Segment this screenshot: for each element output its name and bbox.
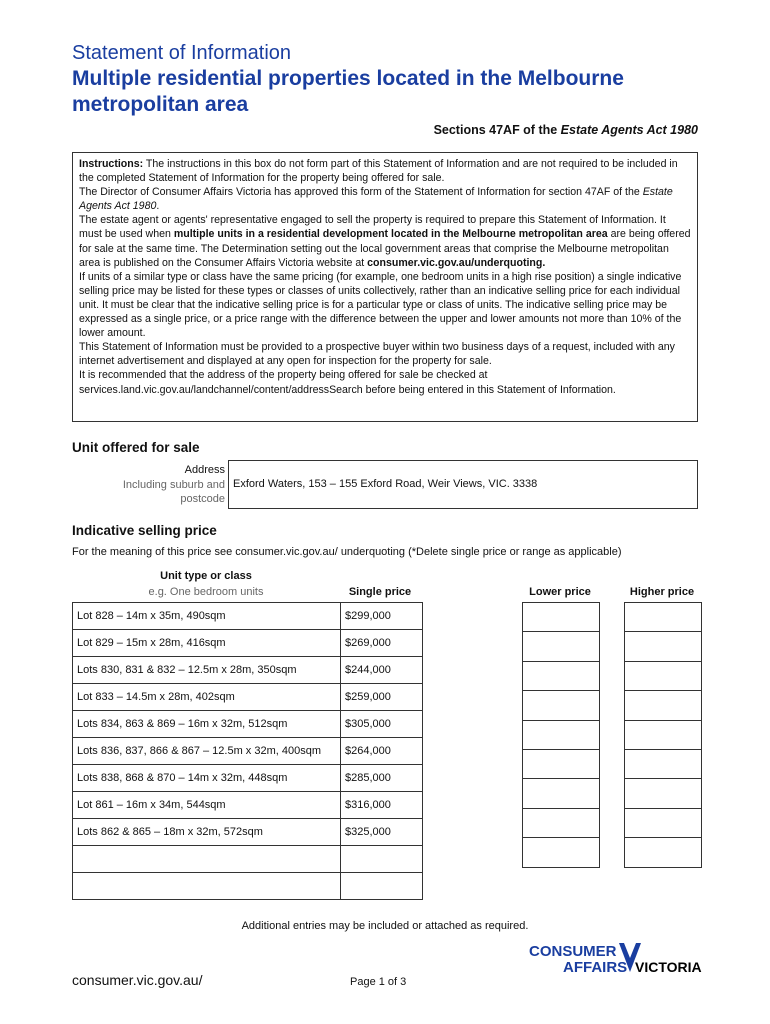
unit-type-cell[interactable]: Lot 861 – 16m x 34m, 544sqm — [73, 792, 341, 819]
instructions-bold-3: multiple units in a residential development located in the Melbourne metropolitan area — [173, 228, 608, 241]
lower-price-cell[interactable] — [523, 838, 600, 867]
logo-text-line1: CONSUMER — [529, 943, 617, 960]
higher-price-row — [625, 632, 702, 661]
footer-url[interactable]: consumer.vic.gov.au/ — [72, 972, 203, 988]
lower-price-cell[interactable] — [523, 632, 600, 661]
unit-type-cell[interactable]: Lot 833 – 14.5m x 28m, 402sqm — [73, 684, 341, 711]
single-price-header: Single price — [348, 586, 412, 598]
lower-price-row — [523, 808, 600, 837]
single-price-cell[interactable]: $299,000 — [341, 603, 423, 630]
higher-price-cell[interactable] — [625, 720, 702, 749]
unit-type-cell[interactable]: Lots 830, 831 & 832 – 12.5m x 28m, 350sqm — [73, 657, 341, 684]
price-row — [73, 657, 423, 684]
address-label-line2: Including suburb and — [122, 478, 225, 491]
single-price-cell[interactable]: $264,000 — [341, 738, 423, 765]
instructions-text-3b: are being offered for sale at the same time. The Determination setting out the local government areas that comprise the Melbourne metropolitan area is published on the Consumer Affairs Victoria website at — [79, 228, 691, 269]
single-price-cell[interactable]: $244,000 — [341, 657, 423, 684]
price-row — [73, 846, 423, 873]
higher-price-row — [625, 691, 702, 720]
lower-price-cell[interactable] — [523, 720, 600, 749]
price-row — [73, 792, 423, 819]
unit-type-cell[interactable]: Lots 838, 868 & 870 – 14m x 32m, 448sqm — [73, 765, 341, 792]
higher-price-row — [625, 838, 702, 867]
instructions-text-2-end: . — [156, 200, 160, 213]
price-row — [73, 873, 423, 900]
lower-price-cell[interactable] — [523, 691, 600, 720]
higher-price-cell[interactable] — [625, 808, 702, 837]
lower-price-row — [523, 720, 600, 749]
lower-price-header: Lower price — [529, 586, 591, 598]
higher-price-cell[interactable] — [625, 749, 702, 778]
single-price-cell[interactable]: $316,000 — [341, 792, 423, 819]
price-note: For the meaning of this price see consumer.vic.gov.au/ underquoting (*Delete single price or range as applicable) — [72, 546, 622, 558]
instructions-text-1: The instructions in this box do not form part of this Statement of Information and are not required to be included in the completed Statement of Information for the property being offered for sale. — [79, 158, 678, 185]
single-price-cell[interactable]: $285,000 — [341, 765, 423, 792]
logo-text-line3: VICTORIA — [635, 959, 702, 975]
lower-price-cell[interactable] — [523, 749, 600, 778]
higher-price-cell[interactable] — [625, 691, 702, 720]
higher-price-row — [625, 749, 702, 778]
price-row — [73, 630, 423, 657]
address-label — [100, 463, 225, 507]
sections-prefix: Sections 47AF of the — [433, 123, 561, 137]
price-row — [73, 711, 423, 738]
consumer-affairs-victoria-logo — [527, 940, 703, 982]
higher-price-cell[interactable] — [625, 603, 702, 632]
higher-price-cell[interactable] — [625, 779, 702, 808]
higher-price-cell[interactable] — [625, 632, 702, 661]
instructions-label: Instructions: — [79, 158, 144, 170]
logo-graphic — [527, 940, 703, 982]
lower-price-row — [523, 749, 600, 778]
higher-price-row — [625, 808, 702, 837]
address-value: Exford Waters, 153 – 155 Exford Road, Weir Views, VIC. 3338 — [233, 478, 538, 490]
instructions-paragraph-1 — [79, 157, 691, 185]
higher-price-column — [624, 602, 702, 868]
instructions-paragraph-6: It is recommended that the address of the property being offered for sale be checked at services.land.vic.gov.au/landchannel/content/addressSearch before being entered in this Statement of Information. — [79, 369, 616, 396]
instructions-paragraph-5: This Statement of Information must be provided to a prospective buyer within two business days of a request, included with any internet advertisement and displayed at any open for inspection for the property for sale. — [79, 341, 675, 368]
higher-price-row — [625, 779, 702, 808]
page-number: Page 1 of 3 — [350, 976, 407, 988]
price-row — [73, 684, 423, 711]
logo-text-line2: AFFAIRS — [563, 959, 628, 976]
lower-price-row — [523, 691, 600, 720]
unit-type-cell[interactable] — [73, 873, 341, 900]
underquoting-link[interactable]: consumer.vic.gov.au/underquoting. — [367, 256, 546, 269]
higher-price-row — [625, 720, 702, 749]
lower-price-cell[interactable] — [523, 808, 600, 837]
document-title: Statement of Information — [72, 42, 292, 64]
lower-price-column — [522, 602, 600, 868]
price-row — [73, 765, 423, 792]
lower-price-cell[interactable] — [523, 603, 600, 632]
higher-price-header: Higher price — [629, 586, 695, 598]
unit-type-example: e.g. One bedroom units — [148, 586, 264, 598]
instructions-box — [72, 152, 698, 422]
price-row — [73, 738, 423, 765]
higher-price-row — [625, 603, 702, 632]
instructions-paragraph-3 — [79, 213, 691, 269]
lower-price-row — [523, 838, 600, 867]
instructions-paragraph-4: If units of a similar type or class have the same pricing (for example, one bedroom units in a high rise position) a single indicative selling price may be listed for these types or classes of units collectively, rather than an indicative selling price for each individual unit. It must be clear that the indicative selling price is for a particular type or class of units. The indicative selling price may be expressed as a single price, or a price range with the difference between the upper and lower amounts not more than 10% of the lower amount. — [79, 270, 682, 340]
address-label-line1: Address — [184, 464, 225, 476]
unit-offered-title: Unit offered for sale — [72, 440, 200, 455]
unit-type-cell[interactable]: Lots 836, 837, 866 & 867 – 12.5m x 32m, 400sqm — [73, 738, 341, 765]
unit-type-cell[interactable]: Lot 829 – 15m x 28m, 416sqm — [73, 630, 341, 657]
lower-price-row — [523, 603, 600, 632]
price-row — [73, 819, 423, 846]
instructions-paragraph-2 — [79, 185, 691, 213]
unit-type-header: Unit type or class — [160, 570, 252, 582]
lower-price-row — [523, 632, 600, 661]
higher-price-row — [625, 661, 702, 690]
instructions-text-2: The Director of Consumer Affairs Victoria has approved this form of the Statement of Information for section 47AF of the — [79, 186, 643, 199]
unit-type-cell[interactable]: Lots 834, 863 & 869 – 16m x 32m, 512sqm — [73, 711, 341, 738]
unit-type-cell[interactable] — [73, 846, 341, 873]
unit-type-cell[interactable]: Lot 828 – 14m x 35m, 490sqm — [73, 603, 341, 630]
lower-price-row — [523, 661, 600, 690]
single-price-cell[interactable] — [341, 873, 423, 900]
lower-price-cell[interactable] — [523, 779, 600, 808]
price-table — [72, 602, 423, 900]
higher-price-cell[interactable] — [625, 661, 702, 690]
indicative-price-title: Indicative selling price — [72, 523, 217, 538]
sections-reference — [434, 123, 698, 137]
lower-price-cell[interactable] — [523, 661, 600, 690]
instructions-text-3a: The estate agent or agents' representative engaged to sell the property is required to prepare this Statement of Information. It must be used when — [79, 214, 666, 241]
sections-act: Estate Agents Act 1980 — [560, 123, 698, 137]
document-heading: Multiple residential properties located in the Melbourne metropolitan area — [72, 67, 624, 116]
instructions-act: Estate Agents Act 1980 — [79, 186, 673, 213]
single-price-cell[interactable]: $269,000 — [341, 630, 423, 657]
address-label-line3: postcode — [180, 493, 225, 505]
single-price-cell[interactable]: $305,000 — [341, 711, 423, 738]
unit-type-cell[interactable]: Lots 862 & 865 – 18m x 32m, 572sqm — [73, 819, 341, 846]
single-price-cell[interactable] — [341, 846, 423, 873]
price-row — [73, 603, 423, 630]
single-price-cell[interactable]: $259,000 — [341, 684, 423, 711]
lower-price-row — [523, 779, 600, 808]
higher-price-cell[interactable] — [625, 838, 702, 867]
single-price-cell[interactable]: $325,000 — [341, 819, 423, 846]
additional-entries-note: Additional entries may be included or attached as required. — [241, 920, 529, 932]
